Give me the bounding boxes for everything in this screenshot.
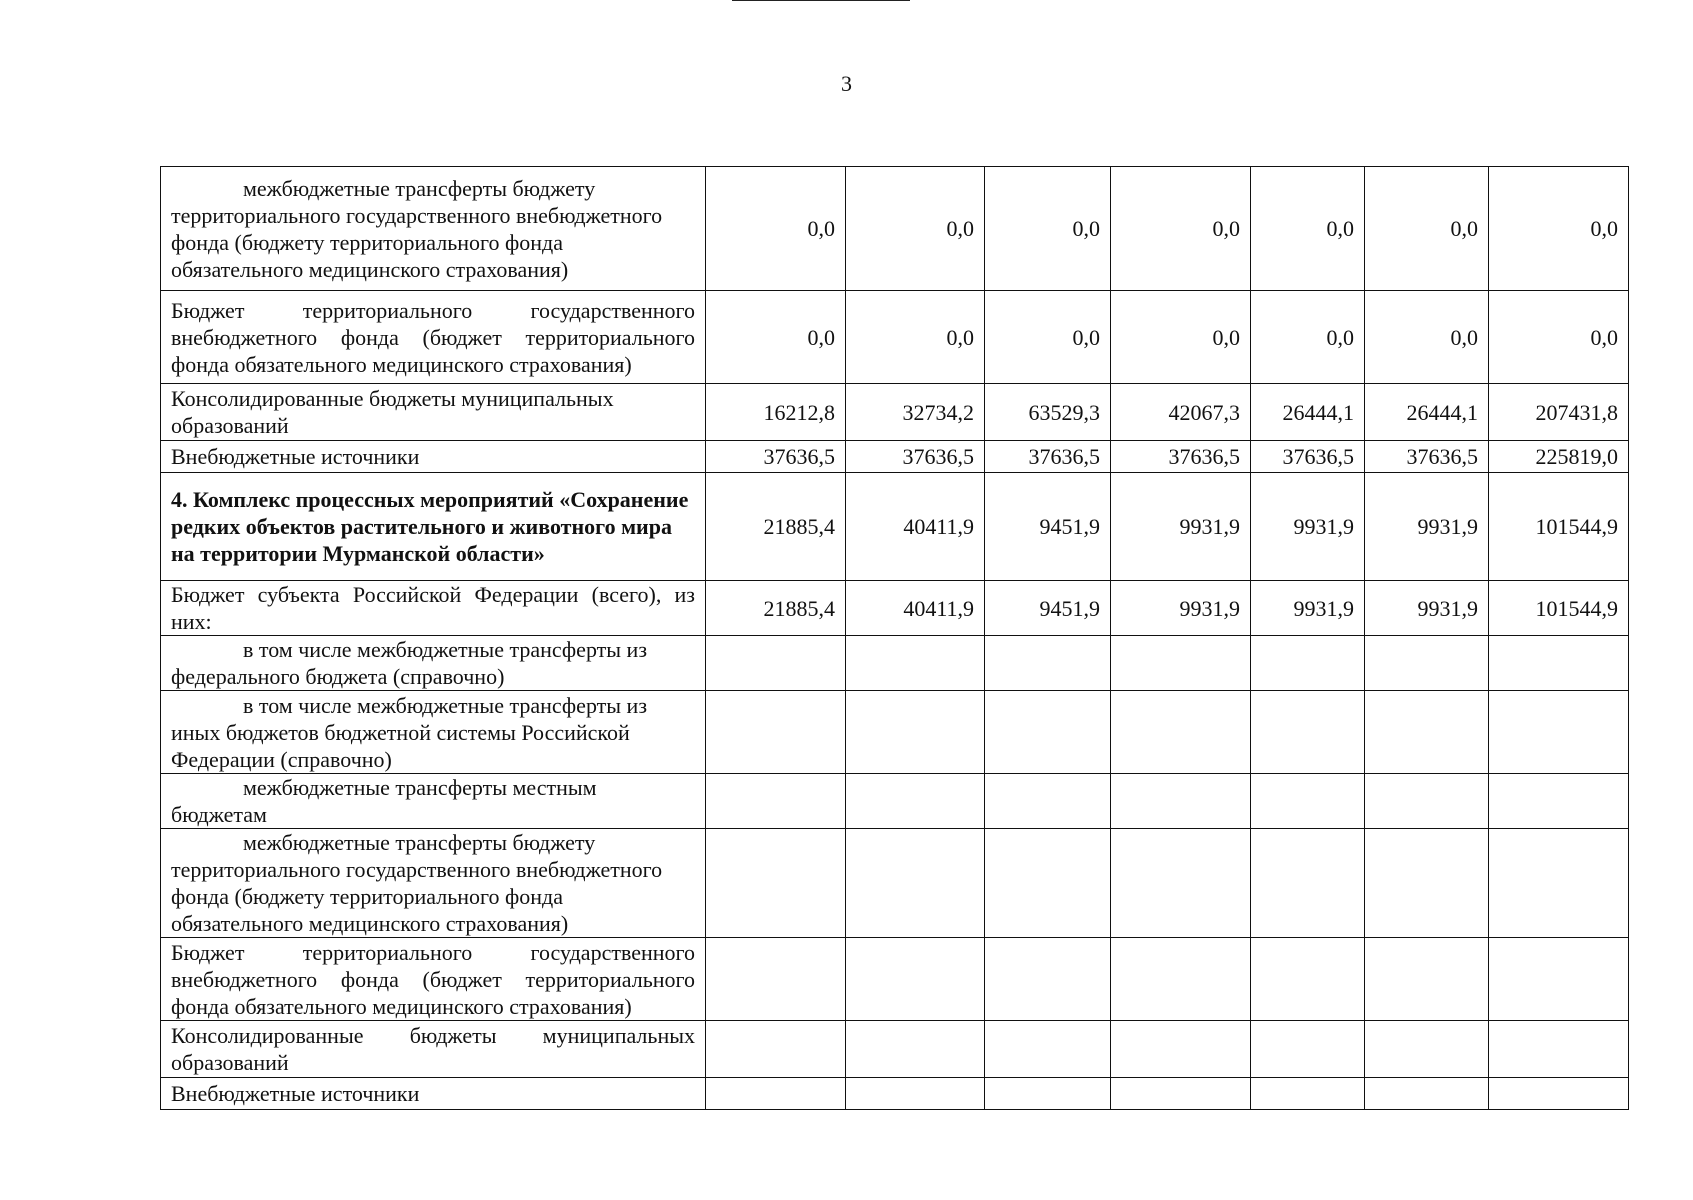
value-cell: 16212,8 xyxy=(706,384,846,441)
page-number: 3 xyxy=(841,71,852,96)
value-cell: 42067,3 xyxy=(1111,384,1251,441)
value-cell xyxy=(1111,829,1251,938)
row-label: Консолидированные бюджеты муниципальных образований xyxy=(161,1021,706,1078)
value-cell xyxy=(1489,1021,1629,1078)
row-label: Внебюджетные источники xyxy=(161,1078,706,1110)
value-cell xyxy=(1111,1078,1251,1110)
value-cell: 0,0 xyxy=(1111,291,1251,384)
value-cell: 0,0 xyxy=(706,167,846,291)
table-row xyxy=(161,291,1629,384)
value-cell xyxy=(985,636,1111,691)
row-label: межбюджетные трансферты местным бюджетам xyxy=(161,774,706,829)
value-cell: 40411,9 xyxy=(846,473,985,581)
value-cell xyxy=(1365,1021,1489,1078)
value-cell xyxy=(846,1078,985,1110)
table-row xyxy=(161,636,1629,691)
value-cell xyxy=(1489,938,1629,1021)
row-label: межбюджетные трансферты бюджету территориального государственного внебюджетного фонда (бюджету территориального фонда обязательного медицинского страхования) xyxy=(161,167,706,291)
value-cell xyxy=(706,1021,846,1078)
value-cell xyxy=(1251,1021,1365,1078)
table-row xyxy=(161,473,1629,581)
value-cell: 37636,5 xyxy=(1251,441,1365,473)
value-cell xyxy=(1111,774,1251,829)
row-label: Бюджет субъекта Российской Федерации (всего), из них: xyxy=(161,581,706,636)
row-label: в том числе межбюджетные трансферты из федерального бюджета (справочно) xyxy=(161,636,706,691)
value-cell xyxy=(1251,691,1365,774)
value-cell: 26444,1 xyxy=(1251,384,1365,441)
row-label: Бюджет территориального государственного внебюджетного фонда (бюджет территориального фонда обязательного медицинского страхования) xyxy=(161,291,706,384)
value-cell xyxy=(985,938,1111,1021)
value-cell xyxy=(1489,829,1629,938)
value-cell xyxy=(1111,636,1251,691)
value-cell: 0,0 xyxy=(1489,167,1629,291)
value-cell xyxy=(846,774,985,829)
table-row xyxy=(161,384,1629,441)
value-cell xyxy=(706,1078,846,1110)
value-cell xyxy=(1111,1021,1251,1078)
value-cell: 0,0 xyxy=(1365,167,1489,291)
row-label: Внебюджетные источники xyxy=(161,441,706,473)
value-cell: 101544,9 xyxy=(1489,581,1629,636)
value-cell xyxy=(1111,938,1251,1021)
value-cell: 63529,3 xyxy=(985,384,1111,441)
value-cell: 9931,9 xyxy=(1251,473,1365,581)
value-cell: 0,0 xyxy=(1111,167,1251,291)
value-cell xyxy=(985,1078,1111,1110)
value-cell xyxy=(985,774,1111,829)
value-cell: 9931,9 xyxy=(1111,473,1251,581)
table-row xyxy=(161,581,1629,636)
value-cell: 26444,1 xyxy=(1365,384,1489,441)
value-cell: 9931,9 xyxy=(1365,473,1489,581)
table-row xyxy=(161,1021,1629,1078)
value-cell: 0,0 xyxy=(846,291,985,384)
value-cell: 32734,2 xyxy=(846,384,985,441)
value-cell xyxy=(1489,774,1629,829)
value-cell xyxy=(1365,1078,1489,1110)
value-cell xyxy=(1111,691,1251,774)
table-row xyxy=(161,774,1629,829)
value-cell: 21885,4 xyxy=(706,473,846,581)
value-cell xyxy=(1365,938,1489,1021)
row-label: Бюджет территориального государственного внебюджетного фонда (бюджет территориального фонда обязательного медицинского страхования) xyxy=(161,938,706,1021)
table-row xyxy=(161,1078,1629,1110)
value-cell: 225819,0 xyxy=(1489,441,1629,473)
budget-table-body xyxy=(161,167,1629,1110)
value-cell xyxy=(985,691,1111,774)
row-label: Консолидированные бюджеты муниципальных образований xyxy=(161,384,706,441)
value-cell xyxy=(985,829,1111,938)
value-cell xyxy=(1251,636,1365,691)
value-cell: 9931,9 xyxy=(1111,581,1251,636)
table-row xyxy=(161,829,1629,938)
value-cell: 37636,5 xyxy=(1111,441,1251,473)
value-cell: 9451,9 xyxy=(985,473,1111,581)
top-rule xyxy=(732,0,910,1)
value-cell: 0,0 xyxy=(1489,291,1629,384)
value-cell: 37636,5 xyxy=(846,441,985,473)
value-cell: 0,0 xyxy=(1365,291,1489,384)
value-cell xyxy=(985,1021,1111,1078)
value-cell: 9931,9 xyxy=(1251,581,1365,636)
value-cell xyxy=(706,829,846,938)
value-cell: 0,0 xyxy=(706,291,846,384)
value-cell: 101544,9 xyxy=(1489,473,1629,581)
value-cell: 0,0 xyxy=(985,167,1111,291)
value-cell xyxy=(846,636,985,691)
table-row xyxy=(161,691,1629,774)
value-cell xyxy=(846,1021,985,1078)
value-cell xyxy=(846,829,985,938)
table-row xyxy=(161,938,1629,1021)
table-row xyxy=(161,441,1629,473)
row-label: межбюджетные трансферты бюджету территориального государственного внебюджетного фонда (бюджету территориального фонда обязательного медицинского страхования) xyxy=(161,829,706,938)
value-cell: 37636,5 xyxy=(706,441,846,473)
value-cell: 21885,4 xyxy=(706,581,846,636)
value-cell xyxy=(1251,829,1365,938)
value-cell xyxy=(1251,938,1365,1021)
value-cell: 9451,9 xyxy=(985,581,1111,636)
value-cell xyxy=(706,636,846,691)
value-cell: 40411,9 xyxy=(846,581,985,636)
budget-table xyxy=(160,166,1629,1110)
row-label: в том числе межбюджетные трансферты из иных бюджетов бюджетной системы Российской Федерации (справочно) xyxy=(161,691,706,774)
value-cell xyxy=(1489,1078,1629,1110)
value-cell xyxy=(706,774,846,829)
row-label: 4. Комплекс процессных мероприятий «Сохранение редких объектов растительного и животного мира на территории Мурманской области» xyxy=(161,473,706,581)
value-cell xyxy=(1365,774,1489,829)
value-cell: 37636,5 xyxy=(1365,441,1489,473)
value-cell: 0,0 xyxy=(1251,167,1365,291)
value-cell xyxy=(1251,1078,1365,1110)
value-cell xyxy=(1365,829,1489,938)
value-cell xyxy=(1489,636,1629,691)
value-cell xyxy=(706,691,846,774)
value-cell: 37636,5 xyxy=(985,441,1111,473)
value-cell: 9931,9 xyxy=(1365,581,1489,636)
value-cell xyxy=(1365,691,1489,774)
value-cell: 0,0 xyxy=(985,291,1111,384)
value-cell xyxy=(1365,636,1489,691)
value-cell xyxy=(846,691,985,774)
value-cell xyxy=(1251,774,1365,829)
value-cell xyxy=(706,938,846,1021)
value-cell: 0,0 xyxy=(846,167,985,291)
value-cell: 0,0 xyxy=(1251,291,1365,384)
table-row xyxy=(161,167,1629,291)
value-cell: 207431,8 xyxy=(1489,384,1629,441)
value-cell xyxy=(846,938,985,1021)
value-cell xyxy=(1489,691,1629,774)
